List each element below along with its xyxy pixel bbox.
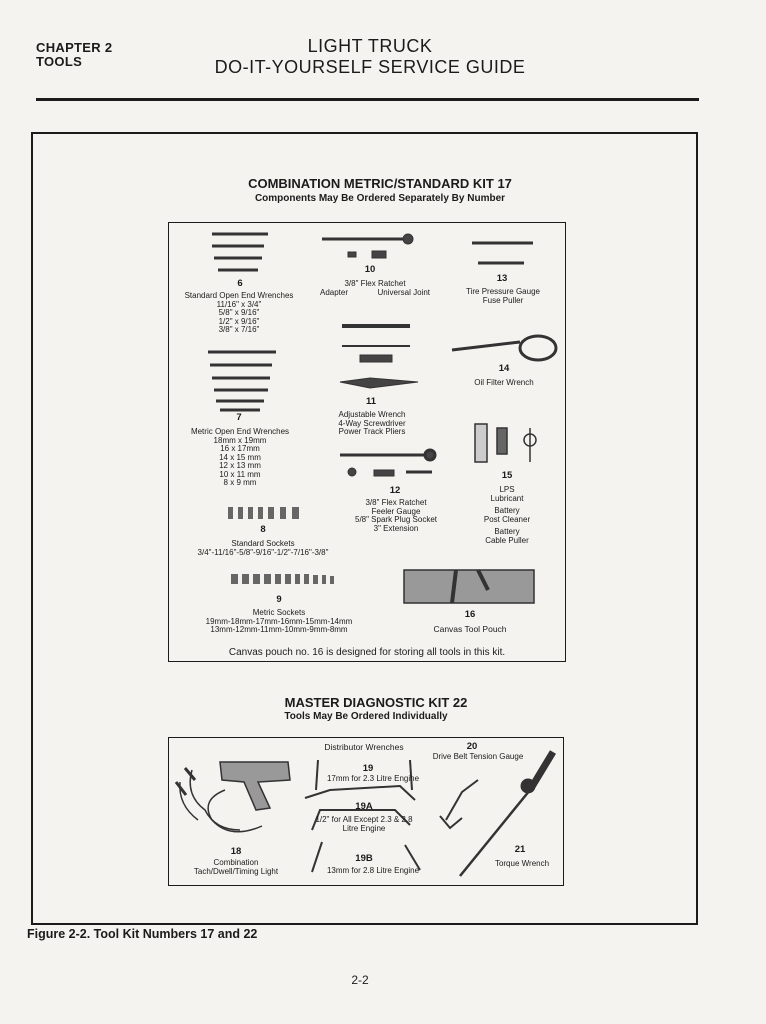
item9-line2: 13mm-12mm-11mm-10mm-9mm-8mm: [210, 625, 348, 634]
item15-line4: Post Cleaner: [483, 514, 531, 524]
kit22-title: MASTER DIAGNOSTIC KIT 22: [284, 695, 468, 710]
item7-desc: Metric Open End Wrenches: [190, 427, 290, 436]
item20-number: 20: [466, 741, 478, 752]
figure-caption: Figure 2-2. Tool Kit Numbers 17 and 22: [27, 927, 258, 941]
item20-desc: Drive Belt Tension Gauge: [432, 752, 524, 761]
item6-desc: Standard Open End Wrenches: [184, 291, 294, 300]
item18-number: 18: [230, 846, 242, 857]
item19b-desc: 13mm for 2.8 Litre Engine: [326, 866, 420, 875]
chapter-section: TOOLS: [36, 54, 83, 69]
distributor-wrenches-label: Distributor Wrenches: [324, 742, 404, 752]
item11-line3: Power Track Pliers: [338, 427, 406, 436]
item11-line2: 4-Way Screwdriver: [338, 418, 406, 428]
item6-size4: 3/8" x 7/16": [218, 325, 260, 334]
item12-line2: Feeler Gauge: [371, 506, 421, 516]
item11-line1: Adjustable Wrench: [338, 410, 406, 419]
item6-number: 6: [237, 278, 243, 289]
item15-line5: Battery: [494, 527, 520, 536]
item12-number: 12: [389, 485, 401, 496]
item21-desc: Torque Wrench: [494, 859, 550, 868]
item12-line1: 3/8" Flex Ratchet: [365, 498, 427, 507]
item18-line1: Combination: [213, 858, 259, 867]
item8-desc: Standard Sockets: [231, 539, 295, 548]
item15-line1: LPS: [499, 485, 515, 494]
item14-number: 14: [498, 363, 510, 374]
item19a-number: 19A: [355, 801, 373, 812]
timing-light-icon: [176, 762, 290, 832]
item7-number: 7: [236, 412, 242, 423]
item7-size6: 8 x 9 mm: [223, 478, 257, 487]
item9-line1: 19mm-18mm-17mm-16mm-15mm-14mm: [205, 616, 353, 626]
item19a-line1: 1/2" for All Except 2.3 & 2.8: [315, 815, 413, 824]
item7-size3: 14 x 15 mm: [219, 452, 261, 462]
item18-line2: Tach/Dwell/Timing Light: [193, 866, 279, 876]
belt-tension-gauge-icon: [440, 780, 478, 828]
title-line2: DO-IT-YOURSELF SERVICE GUIDE: [214, 57, 526, 77]
item14-desc: Oil Filter Wrench: [474, 378, 534, 387]
item6-size1: 11/16" x 3/4": [216, 299, 262, 309]
item8-sizes: 3/4"-11/16"-5/8"-9/16"-1/2"-7/16"-3/8": [197, 547, 329, 557]
item7-size4: 12 x 13 mm: [219, 461, 261, 470]
item18-text: [180, 859, 292, 876]
item12-line3: 5/8" Spark Plug Socket: [355, 515, 437, 524]
item12-line4: 3" Extension: [373, 523, 419, 533]
item8-number: 8: [260, 524, 266, 535]
item16-number: 16: [464, 609, 476, 620]
item10-line1: 3/8" Flex Ratchet: [344, 279, 406, 288]
kit17-subtitle: Components May Be Ordered Separately By Number: [254, 193, 506, 204]
item7-size1: 18mm x 19mm: [213, 435, 267, 445]
title-line1: LIGHT TRUCK: [307, 36, 433, 56]
item9-desc: Metric Sockets: [252, 608, 306, 617]
item15-line3: Battery: [494, 506, 520, 515]
item19b-number: 19B: [355, 853, 373, 864]
kit22-subtitle: Tools May Be Ordered Individually: [284, 711, 448, 722]
torque-wrench-icon: [460, 752, 553, 876]
item19-number: 19: [362, 763, 374, 774]
item6-size3: 1/2" x 9/16": [218, 316, 260, 326]
item19-desc: 17mm for 2.3 Litre Engine: [326, 774, 420, 783]
item10-number: 10: [364, 264, 376, 275]
item10-universal: Universal Joint: [377, 287, 430, 297]
item13-line1: Tire Pressure Gauge: [466, 287, 540, 296]
item6-size2: 5/8" x 9/16": [218, 308, 260, 317]
chapter-number: CHAPTER 2: [36, 40, 113, 55]
item13-number: 13: [496, 273, 508, 284]
item10-adapter: Adapter: [320, 287, 349, 297]
item9-number: 9: [276, 594, 282, 605]
item7-size2: 16 x 17mm: [220, 444, 260, 453]
page-number: 2-2: [351, 973, 369, 987]
item7-size5: 10 x 11 mm: [219, 469, 261, 479]
kit17-title: COMBINATION METRIC/STANDARD KIT 17: [248, 176, 512, 191]
item15-line2: Lubricant: [490, 493, 524, 503]
item19a-text: [305, 816, 423, 833]
item19a-line2: Litre Engine: [342, 823, 386, 833]
item16-desc: Canvas Tool Pouch: [433, 624, 507, 634]
kit17-note: Canvas pouch no. 16 is designed for storing all tools in this kit.: [228, 647, 506, 658]
item15-number: 15: [501, 470, 513, 481]
item13-line2: Fuse Puller: [482, 295, 524, 305]
item15-line6: Cable Puller: [485, 535, 529, 545]
item21-number: 21: [514, 844, 526, 855]
item11-number: 11: [365, 396, 377, 407]
